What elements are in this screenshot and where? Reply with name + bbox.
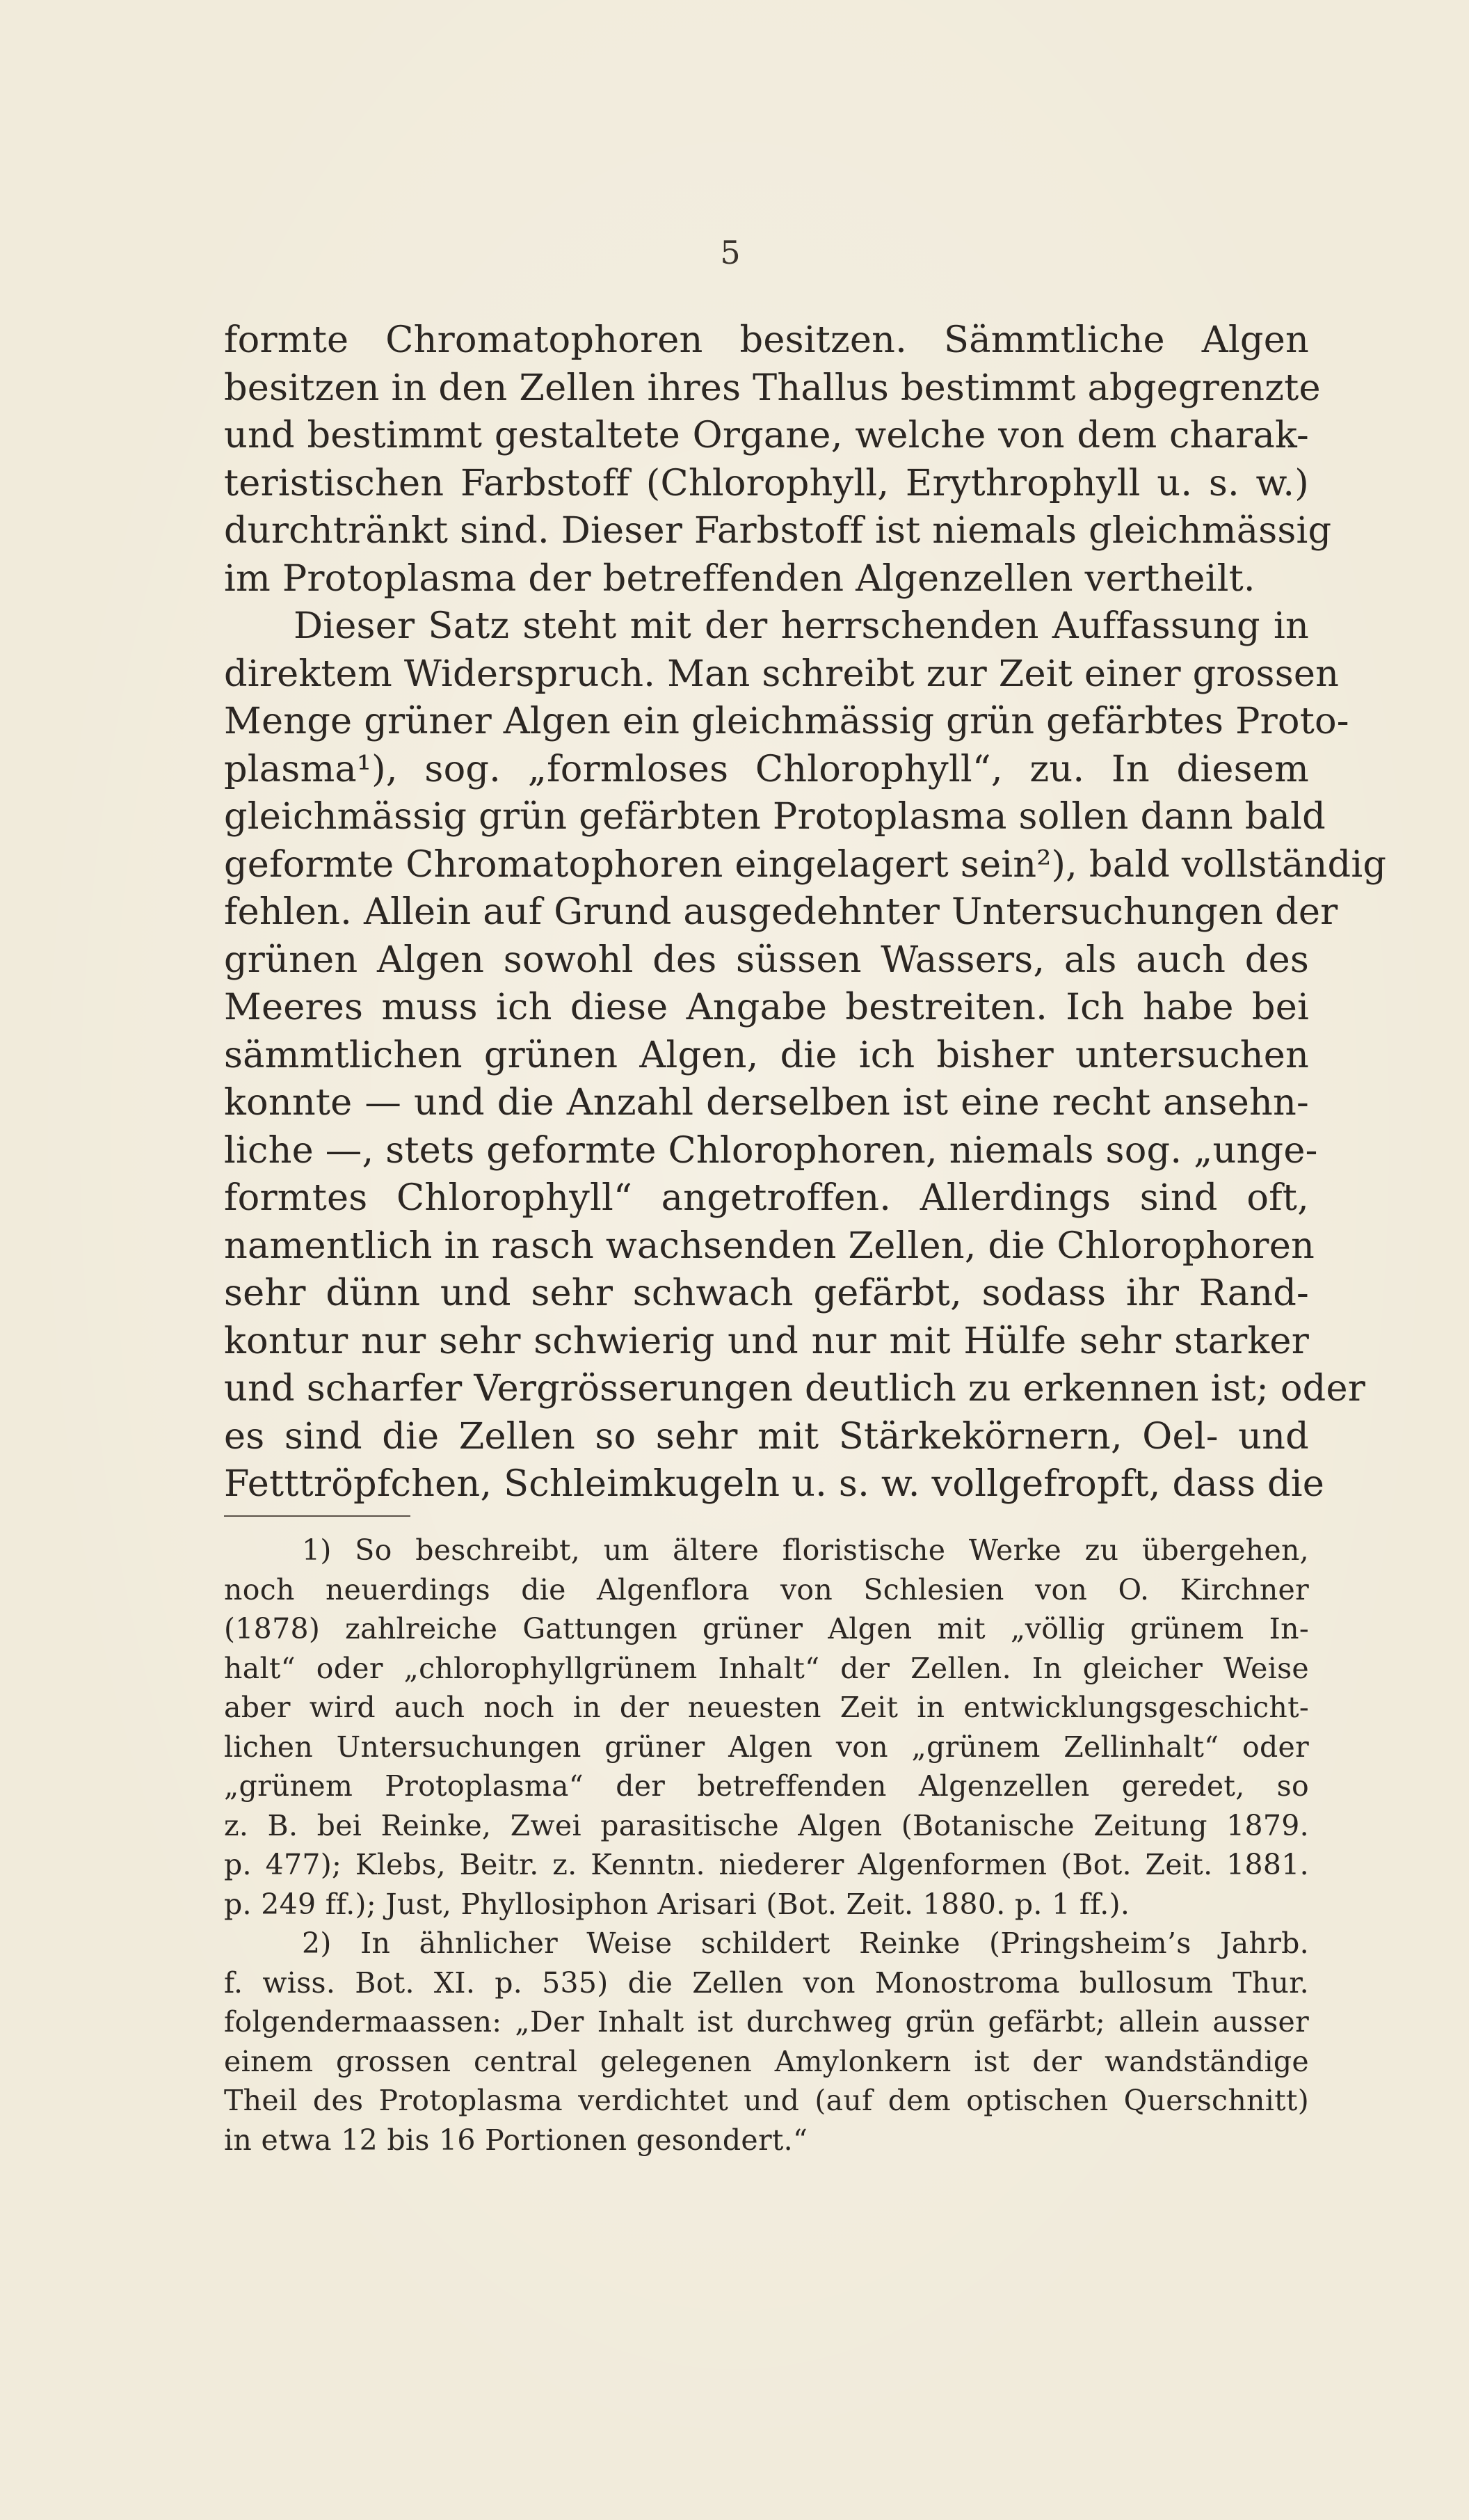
- footnote-line: z. B. bei Reinke, Zwei parasitische Algen (Botanische Zeitung 1879.: [224, 1808, 1309, 1842]
- footnote-line: halt“ oder „chlorophyllgrünem Inhalt“ der Zellen. In gleicher Weise: [224, 1651, 1309, 1685]
- body-line: und bestimmt gestaltete Organe, welche von dem charak-: [224, 414, 1309, 456]
- body-line: durchtränkt sind. Dieser Farbstoff ist niemals gleichmässig: [224, 509, 1332, 552]
- body-line: teristischen Farbstoff (Chlorophyll, Erythrophyll u. s. w.): [224, 461, 1309, 504]
- footnote-line: 1) So beschreibt, um ältere floristische Werke zu übergehen,: [302, 1533, 1309, 1567]
- body-line: fehlen. Allein auf Grund ausgedehnter Untersuchungen der: [224, 891, 1338, 933]
- body-line: grünen Algen sowohl des süssen Wassers, als auch des: [224, 938, 1309, 981]
- footnote-line: p. 249 ff.); Just, Phyllosiphon Arisari (Bot. Zeit. 1880. p. 1 ff.).: [224, 1887, 1130, 1921]
- body-line: Fetttröpfchen, Schleimkugeln u. s. w. vollgefropft, dass die: [224, 1462, 1325, 1505]
- body-line: Dieser Satz steht mit der herrschenden Auffassung in: [294, 605, 1309, 647]
- footnote-line: 2) In ähnlicher Weise schildert Reinke (Pringsheim’s Jahrb.: [302, 1927, 1309, 1960]
- footnote-line: p. 477); Klebs, Beitr. z. Kenntn. niederer Algenformen (Bot. Zeit. 1881.: [224, 1848, 1309, 1881]
- body-line: geformte Chromatophoren eingelagert sein²), bald vollständig: [224, 843, 1387, 886]
- body-text: [224, 317, 1387, 1508]
- body-line: gleichmässig grün gefärbten Protoplasma sollen dann bald: [224, 795, 1326, 838]
- footnotes: [224, 1531, 1309, 2160]
- body-line: es sind die Zellen so sehr mit Stärkekörnern, Oel- und: [224, 1414, 1309, 1458]
- body-line: formtes Chlorophyll“ angetroffen. Allerdings sind oft,: [224, 1177, 1309, 1219]
- body-line: plasma¹), sog. „formloses Chlorophyll“, zu. In diesem: [224, 747, 1309, 790]
- footnote-line: lichen Untersuchungen grüner Algen von „grünem Zellinhalt“ oder: [224, 1730, 1309, 1764]
- body-line: Meeres muss ich diese Angabe bestreiten. Ich habe bei: [224, 986, 1309, 1028]
- body-line: und scharfer Vergrösserungen deutlich zu erkennen ist; oder: [224, 1367, 1366, 1410]
- body-line: im Protoplasma der betreffenden Algenzellen vertheilt.: [224, 557, 1255, 600]
- footnote-line: Theil des Protoplasma verdichtet und (auf dem optischen Querschnitt): [224, 2084, 1309, 2117]
- footnote-line: „grünem Protoplasma“ der betreffenden Algenzellen geredet, so: [224, 1769, 1309, 1803]
- body-line: namentlich in rasch wachsenden Zellen, die Chlorophoren: [224, 1224, 1315, 1267]
- body-line: besitzen in den Zellen ihres Thallus bestimmt abgegrenzte: [224, 366, 1321, 409]
- body-line: konnte — und die Anzahl derselben ist eine recht ansehn-: [224, 1081, 1309, 1124]
- footnote-line: aber wird auch noch in der neuesten Zeit in entwicklungsgeschicht-: [224, 1691, 1309, 1724]
- footnote-separator: [224, 1515, 410, 1517]
- footnote-line: folgendermaassen: „Der Inhalt ist durchweg grün gefärbt; allein ausser: [224, 2005, 1309, 2039]
- body-line: kontur nur sehr schwierig und nur mit Hülfe sehr starker: [224, 1319, 1309, 1362]
- footnote-line: (1878) zahlreiche Gattungen grüner Algen mit „völlig grünem In-: [224, 1612, 1309, 1645]
- footnote-line: noch neuerdings die Algenflora von Schlesien von O. Kirchner: [224, 1572, 1309, 1606]
- body-line: Menge grüner Algen ein gleichmässig grün gefärbtes Proto-: [224, 700, 1349, 742]
- footnote-line: f. wiss. Bot. XI. p. 535) die Zellen von Monostroma bullosum Thur.: [224, 1965, 1309, 2000]
- body-line: sehr dünn und sehr schwach gefärbt, sodass ihr Rand-: [224, 1272, 1309, 1314]
- page-number: 5: [720, 234, 741, 271]
- body-line: liche —, stets geformte Chlorophoren, niemals sog. „unge-: [224, 1129, 1318, 1172]
- body-line: sämmtlichen grünen Algen, die ich bisher untersuchen: [224, 1033, 1309, 1076]
- body-line: direktem Widerspruch. Man schreibt zur Zeit einer grossen: [224, 652, 1340, 695]
- body-line: formte Chromatophoren besitzen. Sämmtliche Algen: [224, 319, 1309, 361]
- footnote-line: einem grossen central gelegenen Amylonkern ist der wandständige: [224, 2044, 1309, 2078]
- footnote-line: in etwa 12 bis 16 Portionen gesondert.“: [224, 2123, 808, 2157]
